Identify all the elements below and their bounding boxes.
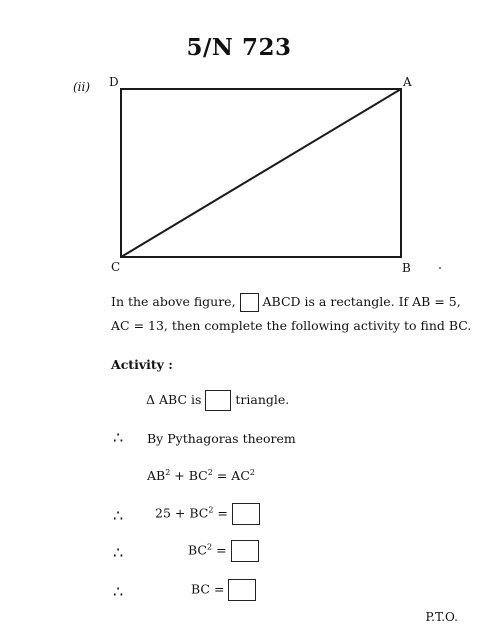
equals-sign: = xyxy=(217,505,228,521)
equals-sign: = xyxy=(216,468,228,483)
therefore-symbol: ∴ xyxy=(113,506,124,525)
exponent: 2 xyxy=(208,505,214,515)
rectangle-symbol-box xyxy=(240,293,259,312)
paragraph-post-text: ABCD is a rectangle. If AB = 5, xyxy=(262,294,461,309)
page-turn-over: P.T.O. xyxy=(425,610,458,624)
exponent: 2 xyxy=(206,542,213,552)
question-number: (ii) xyxy=(73,80,91,94)
activity-line-4 xyxy=(155,503,260,525)
line5-pre-text: BC xyxy=(188,542,207,558)
answer-box-2[interactable] xyxy=(231,540,259,562)
activity-heading: Activity : xyxy=(111,357,173,372)
line1-post-text: triangle. xyxy=(235,392,290,407)
plus-sign: + xyxy=(174,468,185,483)
exponent: 2 xyxy=(165,467,171,477)
answer-box-1[interactable] xyxy=(232,503,260,525)
question-paragraph-line-1 xyxy=(111,293,461,312)
speck xyxy=(439,267,441,269)
vertex-b-label: B xyxy=(402,261,411,275)
answer-box-triangle-type[interactable] xyxy=(205,390,231,411)
term-ab: AB xyxy=(147,468,166,483)
exponent: 2 xyxy=(207,467,213,477)
question-paragraph-line-2: AC = 13, then complete the following activity to find BC. xyxy=(111,318,472,333)
activity-line-5 xyxy=(188,540,259,562)
line4-pre-text: 25 + BC xyxy=(155,505,209,521)
therefore-symbol: ∴ xyxy=(113,543,124,562)
answer-box-3[interactable] xyxy=(228,579,256,601)
vertex-c-label: C xyxy=(111,260,121,274)
equals-sign: = xyxy=(216,542,227,558)
page-title: 5/N 723 xyxy=(186,34,292,61)
activity-line-3 xyxy=(147,468,255,483)
activity-line-2: By Pythagoras theorem xyxy=(147,431,296,446)
activity-line-6 xyxy=(191,579,256,601)
exponent: 2 xyxy=(249,467,255,477)
line6-pre-text: BC = xyxy=(191,581,225,597)
vertex-d-label: D xyxy=(109,75,119,89)
therefore-symbol: ∴ xyxy=(113,582,124,601)
paragraph-pre-text: In the above figure, xyxy=(111,294,236,309)
therefore-symbol: ∴ xyxy=(113,428,124,447)
term-ac: AC xyxy=(231,468,250,483)
diagonal-ac xyxy=(121,89,401,257)
rectangle-figure xyxy=(0,0,478,290)
line1-pre-text: Δ ABC is xyxy=(146,392,202,407)
vertex-a-label: A xyxy=(403,75,412,89)
activity-line-1 xyxy=(146,390,289,411)
term-bc: BC xyxy=(188,468,208,483)
